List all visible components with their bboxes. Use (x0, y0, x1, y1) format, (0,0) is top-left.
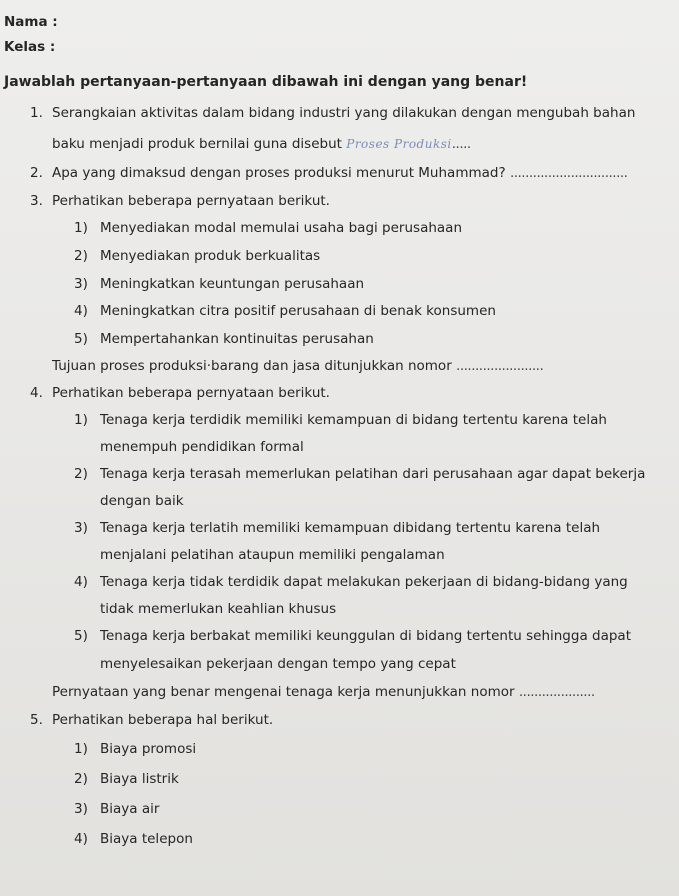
list-item-number: 2) (74, 466, 88, 482)
answer-blank: .................... (518, 684, 595, 700)
list-item-number: 3) (74, 276, 88, 292)
list-item-text: Menyediakan modal memulai usaha bagi perusahaan (100, 220, 463, 236)
question-3-prompt (52, 357, 543, 375)
kelas-label: Kelas : (4, 39, 56, 55)
list-item-number: 3) (74, 520, 88, 536)
list-item-number: 1) (74, 220, 88, 236)
list-item-line-2: menyelesaikan pekerjaan dengan tempo yang cepat (100, 656, 456, 672)
list-item-line-1: Tenaga kerja tidak terdidik dapat melakukan pekerjaan di bidang-bidang yang (100, 574, 628, 590)
handwritten-answer: Proses Produksi (346, 137, 452, 151)
question-1-line-1: Serangkaian aktivitas dalam bidang industri yang dilakukan dengan mengubah bahan (52, 105, 636, 121)
list-item-text: Meningkatkan keuntungan perusahaan (100, 276, 365, 292)
list-item-number: 1) (74, 741, 88, 757)
list-item-number: 3) (74, 801, 88, 817)
answer-blank: ............................... (509, 165, 628, 181)
question-2-text: Apa yang dimaksud dengan proses produksi menurut Muhammad? (52, 165, 506, 181)
question-4-number: 4. (30, 385, 43, 401)
list-item-text: Biaya listrik (100, 771, 179, 787)
question-3-intro: Perhatikan beberapa pernyataan berikut. (52, 193, 330, 209)
question-3-number: 3. (30, 193, 43, 209)
answer-blank: ....................... (456, 358, 544, 374)
list-item-text: Biaya air (100, 801, 160, 817)
question-5-intro: Perhatikan beberapa hal berikut. (52, 712, 274, 728)
list-item-text: Meningkatkan citra positif perusahaan di benak konsumen (100, 303, 496, 319)
list-item-line-1: Tenaga kerja terlatih memiliki kemampuan dibidang tertentu karena telah (100, 520, 601, 536)
list-item-line-1: Tenaga kerja berbakat memiliki keunggulan di bidang tertentu sehingga dapat (100, 628, 631, 644)
nama-label: Nama : (4, 14, 58, 30)
question-4-prompt (52, 683, 595, 701)
list-item-line-1: Tenaga kerja terasah memerlukan pelatihan dari perusahaan agar dapat bekerja (100, 466, 646, 482)
instruction-heading: Jawablah pertanyaan-pertanyaan dibawah ini dengan yang benar! (4, 74, 528, 90)
list-item-number: 2) (74, 771, 88, 787)
list-item-number: 5) (74, 331, 88, 347)
list-item-text: Mempertahankan kontinuitas perusahan (100, 331, 374, 347)
question-4-text: Pernyataan yang benar mengenai tenaga kerja menunjukkan nomor (52, 684, 515, 700)
list-item-number: 5) (74, 628, 88, 644)
list-item-line-1: Tenaga kerja terdidik memiliki kemampuan di bidang tertentu karena telah (100, 412, 607, 428)
list-item-number: 2) (74, 248, 88, 264)
question-1-text: baku menjadi produk bernilai guna disebut (52, 136, 342, 152)
question-1-line-2 (52, 135, 471, 153)
list-item-text: Menyediakan produk berkualitas (100, 248, 321, 264)
question-2-number: 2. (30, 165, 43, 181)
list-item-text: Biaya promosi (100, 741, 197, 757)
question-2-line (52, 164, 627, 182)
list-item-line-2: menjalani pelatihan ataupun memiliki pengalaman (100, 547, 445, 563)
question-4-intro: Perhatikan beberapa pernyataan berikut. (52, 385, 330, 401)
question-3-text: Tujuan proses produksi·barang dan jasa ditunjukkan nomor (52, 358, 452, 374)
list-item-number: 4) (74, 831, 88, 847)
list-item-line-2: tidak memerlukan keahlian khusus (100, 601, 337, 617)
list-item-line-2: dengan baik (100, 493, 184, 509)
list-item-number: 4) (74, 574, 88, 590)
list-item-number: 4) (74, 303, 88, 319)
question-1-number: 1. (30, 105, 43, 121)
answer-blank: ..... (451, 136, 471, 152)
question-5-number: 5. (30, 712, 43, 728)
list-item-text: Biaya telepon (100, 831, 193, 847)
list-item-line-2: menempuh pendidikan formal (100, 439, 304, 455)
list-item-number: 1) (74, 412, 88, 428)
